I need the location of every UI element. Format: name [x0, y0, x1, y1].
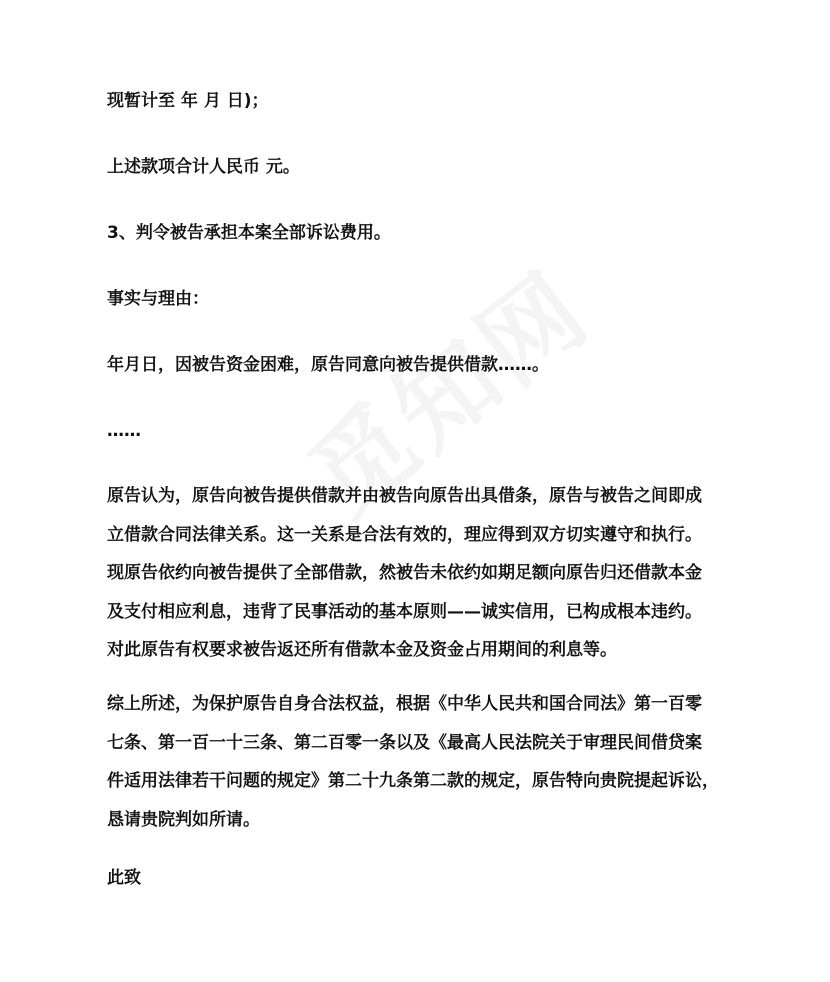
paragraph-line: 恳请贵院判如所请。 [107, 809, 260, 830]
paragraph-line: 对此原告有权要求被告返还所有借款本金及资金占用期间的利息等。 [107, 640, 617, 660]
document-line-date: 现暂计至 年 月 日)； [107, 91, 269, 111]
paragraph-line: 件适用法律若干问题的规定》第二十九条第二款的规定，原告特向贵院提起诉讼， [107, 771, 719, 791]
document-line-loan: 年月日，因被告资金困难，原告同意向被告提供借款……。 [107, 355, 549, 375]
section-heading-facts: 事实与理由： [107, 289, 209, 309]
paragraph-line: 原告认为，原告向被告提供借款并由被告向原告出具借条，原告与被告之间即成 [107, 486, 702, 506]
paragraph-summary [107, 685, 729, 839]
document-ellipsis: …… [107, 421, 141, 441]
document-closing: 此致 [107, 868, 141, 888]
paragraph-plaintiff-view [107, 477, 729, 670]
document-line-costs: 3、判令被告承担本案全部诉讼费用。 [107, 223, 391, 243]
paragraph-line: 及支付相应利息，违背了民事活动的基本原则——诚实信用，已构成根本违约。 [107, 601, 702, 622]
document-line-total: 上述款项合计人民币 元。 [107, 157, 300, 177]
paragraph-line: 现原告依约向被告提供了全部借款，然被告未依约如期足额向原告归还借款本金 [107, 563, 702, 583]
paragraph-line: 七条、第一百一十三条、第二百零一条以及《最高人民法院关于审理民间借贷案 [107, 732, 702, 753]
paragraph-line: 综上所述，为保护原告自身合法权益，根据《中华人民共和国合同法》第一百零 [107, 694, 702, 714]
paragraph-line: 立借款合同法律关系。这一关系是合法有效的，理应得到双方切实遵守和执行。 [107, 524, 702, 545]
